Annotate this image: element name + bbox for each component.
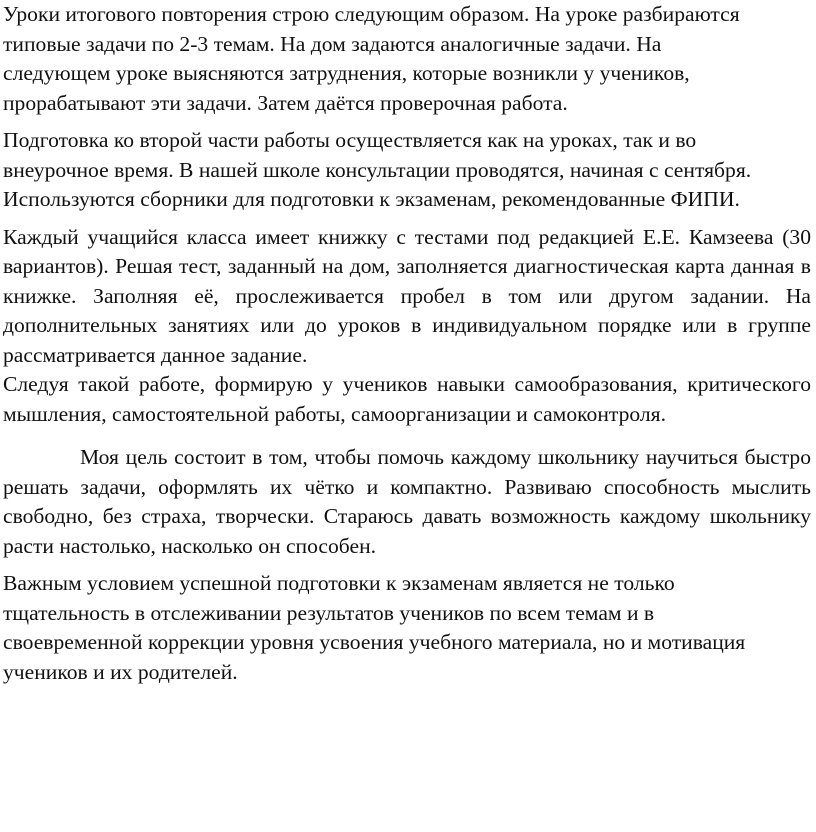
- paragraph-second-part-prep: Подготовка ко второй части работы осуществляется как на уроках, так и во внеурочное время. В нашей школе консультации проводятся, начиная с сентября. Используются сборники для подготовки к экзаменам, рекомендованные ФИПИ.: [3, 128, 752, 211]
- paragraph-motivation: Важным условием успешной подготовки к экзаменам является не только тщательность в отслеживании результатов учеников по всем темам и в своевременной коррекции уровня усвоения учебного материала, но и мотивация учеников и их родителей.: [3, 571, 746, 684]
- paragraph-test-booklet: Каждый учащийся класса имеет книжку с тестами под редакцией Е.Е. Камзеева (30 вариантов). Решая тест, заданный на дом, заполняется диагностическая карта данная в книжке. Заполняя её, прослеживается пробел в том или другом задании. На дополнительных занятиях или до уроков в индивидуальном порядке или в группе рассматривается данное задание.: [3, 224, 811, 367]
- paragraph-lesson-review: Уроки итогового повторения строю следующим образом. На уроке разбираются типовые задачи по 2-3 темам. На дом задаются аналогичные задачи. На следующем уроке выясняются затруднения, которые возникли у учеников, прорабатывают эти задачи. Затем даётся проверочная работа.: [3, 2, 740, 115]
- document-page: [3, 0, 811, 687]
- paragraph-skills: Следуя такой работе, формирую у учеников навыки самообразования, критического мышления, самостоятельной работы, самоорганизации и самоконтроля.: [3, 372, 811, 426]
- paragraph-goal: Моя цель состоит в том, чтобы помочь каждому школьнику научиться быстро решать задачи, оформлять их чётко и компактно. Развиваю способность мыслить свободно, без страха, творчески. Стараюсь давать возможность каждому школьнику расти настолько, насколько он способен.: [3, 445, 811, 558]
